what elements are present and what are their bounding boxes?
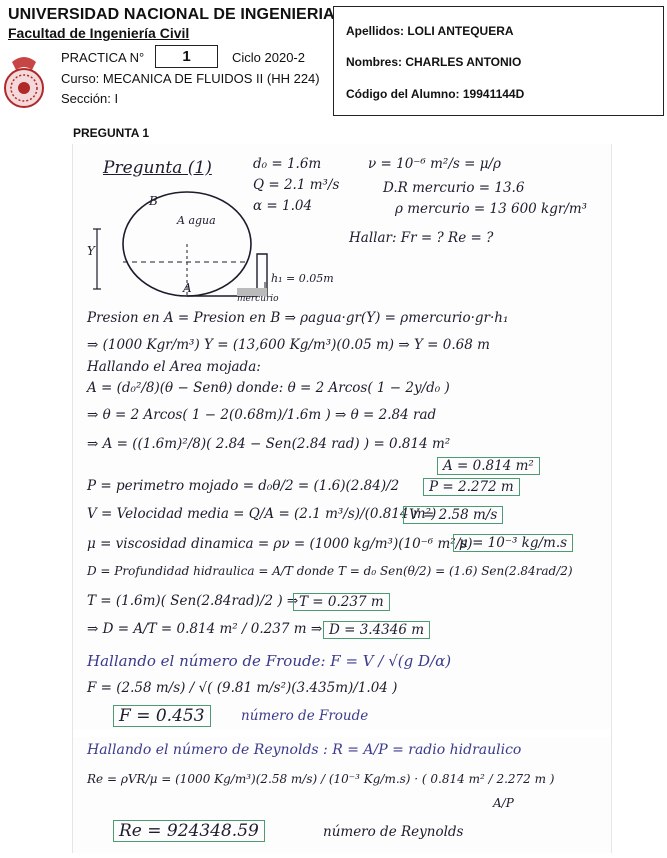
line-area-heading: Hallando el Area mojada: xyxy=(87,359,261,375)
given-Q: Q = 2.1 m³/s xyxy=(253,177,340,193)
line-reynolds-heading: Hallando el número de Reynolds : R = A/P = radio hidraulico xyxy=(87,742,522,758)
diagram-label-B: B xyxy=(149,194,158,208)
given-nu: ν = 10⁻⁶ m²/s = μ/ρ xyxy=(368,156,501,172)
line-viscosity: μ = viscosidad dinamica = ρν = (1000 kg/m³)(10⁻⁶ m²/s) xyxy=(87,536,473,552)
diagram-label-Y: Y xyxy=(87,244,95,258)
reynolds-AP-note: A/P xyxy=(493,796,514,810)
diagram-label-A: A xyxy=(183,281,192,295)
result-reynolds: Re = 924348.59 xyxy=(113,820,265,842)
student-info-box xyxy=(333,6,664,116)
diagram-label-merc: mercurio xyxy=(237,294,279,304)
solution-title: Pregunta (1) xyxy=(103,158,212,178)
result-perimeter: P = 2.272 m xyxy=(423,478,520,496)
find-statement: Hallar: Fr = ? Re = ? xyxy=(349,230,494,246)
result-area: A = 0.814 m² xyxy=(437,457,540,475)
line-T: T = (1.6m)( Sen(2.84rad)/2 ) ⇒ xyxy=(87,593,299,609)
pipe-diagram xyxy=(87,184,347,304)
seccion: Sección: I xyxy=(61,91,119,106)
diagram-label-h1: h₁ = 0.05m xyxy=(271,272,334,285)
line-area-formula: A = (d₀²/8)(θ − Senθ) donde: θ = 2 Arcos( 1 − 2y/d₀ ) xyxy=(87,380,450,396)
diagram-label-area: A agua xyxy=(177,214,216,227)
reynolds-label: número de Reynolds xyxy=(323,824,464,840)
university-logo xyxy=(2,48,46,120)
line-depth: D = Profundidad hidraulica = A/T donde T = d₀ Sen(θ/2) = (1.6) Sen(2.84rad/2) xyxy=(87,564,573,578)
student-nombres: Nombres: CHARLES ANTONIO xyxy=(346,55,522,69)
result-viscosity: μ = 10⁻³ kg/m.s xyxy=(453,534,573,552)
given-alpha: α = 1.04 xyxy=(253,198,313,214)
page-separator xyxy=(73,729,611,737)
university-name: UNIVERSIDAD NACIONAL DE INGENIERIA xyxy=(8,6,335,23)
faculty-name: Facultad de Ingeniería Civil xyxy=(8,25,190,41)
line-pressure: Presion en A = Presion en B ⇒ ρagua·gr(Y) = ρmercurio·gr·h₁ xyxy=(87,310,509,326)
given-dr: D.R mercurio = 13.6 xyxy=(383,180,525,196)
line-area-calc: ⇒ A = ((1.6m)²/8)( 2.84 − Sen(2.84 rad) ) = 0.814 m² xyxy=(87,436,451,452)
line-froude-calc: F = (2.58 m/s) / √( (9.81 m/s²)(3.435m)/1.04 ) xyxy=(87,680,398,696)
given-rho: ρ mercurio = 13 600 kgr/m³ xyxy=(395,201,588,217)
question-label: PREGUNTA 1 xyxy=(73,126,150,140)
handwritten-solution xyxy=(72,144,612,853)
froude-label: número de Froude xyxy=(241,708,369,724)
practica-number: 1 xyxy=(155,45,218,68)
result-velocity: V = 2.58 m/s xyxy=(403,506,503,524)
given-d0: d₀ = 1.6m xyxy=(253,156,322,172)
line-reynolds-calc: Re = ρVR/μ = (1000 Kg/m³)(2.58 m/s) / (10⁻³ Kg/m.s) · ( 0.814 m² / 2.272 m ) xyxy=(87,772,555,786)
student-apellidos: Apellidos: LOLI ANTEQUERA xyxy=(346,24,514,38)
result-froude: F = 0.453 xyxy=(113,705,211,727)
practica-label: PRACTICA N° xyxy=(61,50,145,65)
curso: Curso: MECANICA DE FLUIDOS II (HH 224) xyxy=(61,71,320,86)
line-y: ⇒ (1000 Kgr/m³) Y = (13,600 Kg/m³)(0.05 m) ⇒ Y = 0.68 m xyxy=(87,337,490,353)
student-codigo: Código del Alumno: 19941144D xyxy=(346,87,525,101)
line-froude-heading: Hallando el número de Froude: F = V / √(g D/α) xyxy=(87,652,452,670)
line-D: ⇒ D = A/T = 0.814 m² / 0.237 m ⇒ xyxy=(87,621,323,637)
result-D: D = 3.4346 m xyxy=(323,621,430,639)
line-velocity: V = Velocidad media = Q/A = (2.1 m³/s)/(0.814 m²) xyxy=(87,506,437,522)
line-perimeter: P = perimetro mojado = d₀θ/2 = (1.6)(2.84)/2 xyxy=(87,478,400,494)
result-T: T = 0.237 m xyxy=(293,593,390,611)
ciclo: Ciclo 2020-2 xyxy=(232,50,305,65)
line-theta: ⇒ θ = 2 Arcos( 1 − 2(0.68m)/1.6m ) ⇒ θ = 2.84 rad xyxy=(87,407,437,423)
